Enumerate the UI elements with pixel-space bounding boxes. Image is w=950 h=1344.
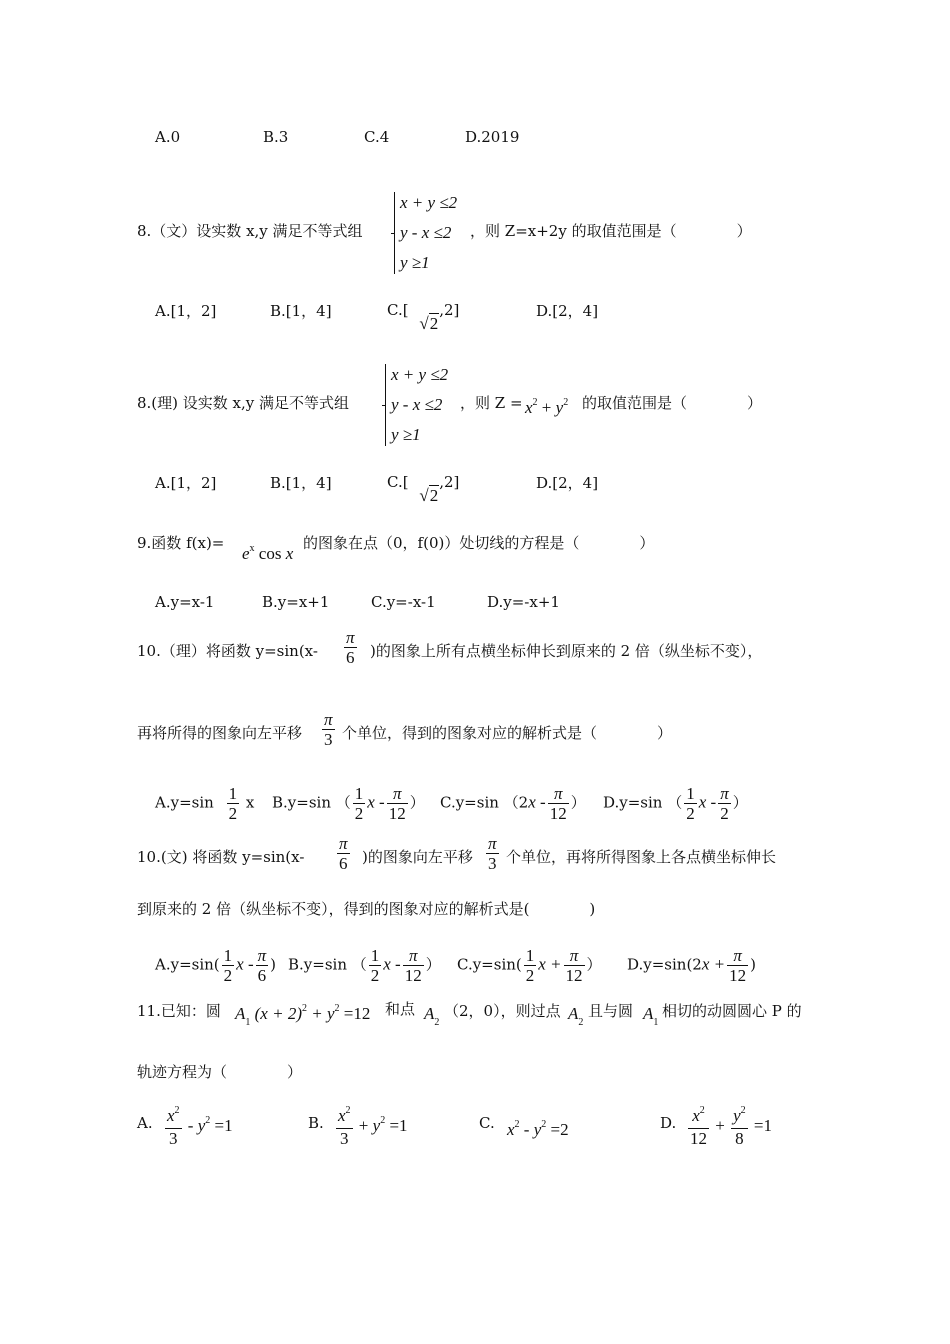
- q10w-prefix: 10.(文) 将函数 y=sin(x-: [137, 848, 305, 866]
- q8l-option-d: D.[2，4]: [536, 474, 599, 492]
- opt-pre: A.y=sin: [155, 793, 214, 812]
- q9-expr: [242, 544, 293, 564]
- opt-pre: C.y=sin （2: [440, 793, 529, 812]
- num: 6: [339, 854, 348, 873]
- q10w-option-d: [627, 946, 756, 985]
- q11-point: （2，0），则过点: [444, 1002, 561, 1020]
- q9-e-exp: x: [249, 543, 255, 554]
- q11-and: 和点: [385, 1000, 416, 1018]
- q10w-frac-pi6: [335, 834, 352, 873]
- q8w-option-b: B.[1，4]: [270, 302, 332, 320]
- q8l-c-rad: 2: [429, 486, 439, 505]
- q8l-expr: [525, 398, 568, 418]
- q7-option-c: C.4: [364, 128, 390, 146]
- sup2: 2: [380, 1114, 386, 1126]
- eq: =2: [546, 1120, 569, 1139]
- num: 6: [346, 648, 355, 667]
- x: x: [338, 1106, 346, 1125]
- q8l-y: y: [555, 398, 564, 417]
- x-minus: x -: [383, 954, 401, 974]
- q8l-option-b: B.[1，4]: [270, 474, 332, 492]
- num: 1: [370, 946, 380, 965]
- num: 1: [686, 784, 695, 803]
- q9-suffix: 的图象在点（0，f(0)）处切线的方程是（ ）: [303, 534, 655, 552]
- A2: A: [568, 1004, 579, 1023]
- opt-label: D.: [660, 1114, 677, 1132]
- opt-pre: D.y=sin(2: [627, 955, 702, 974]
- num: 12: [729, 966, 747, 985]
- q11-option-a: [137, 1105, 233, 1148]
- q8l-option-a: A.[1，2]: [155, 474, 217, 492]
- pi: π: [257, 946, 267, 965]
- q8l-z: ，则 Z =: [460, 394, 523, 412]
- q8w-c-rad: 2: [429, 314, 439, 333]
- q10l-option-a: [155, 784, 254, 823]
- pi: π: [324, 710, 333, 729]
- q9-x: x: [285, 544, 294, 563]
- sub2: 2: [434, 1017, 440, 1028]
- num: 12: [549, 804, 567, 823]
- opt-post: ）: [409, 793, 425, 812]
- sub1: 1: [653, 1017, 659, 1028]
- eq: =1: [210, 1115, 233, 1135]
- q11-prefix: 11.已知：圆: [137, 1002, 221, 1020]
- opt-post: ）: [425, 955, 441, 974]
- x-plus: x +: [701, 954, 726, 974]
- q10l-line2-pre: 再将所得的图象向左平移: [137, 724, 303, 742]
- q8l-option-c: [387, 472, 460, 505]
- q8w-suffix: ，则 Z=x+2y 的取值范围是（ ）: [470, 222, 752, 240]
- pi: π: [403, 946, 424, 966]
- opt-post: x: [245, 793, 255, 812]
- num: 3: [488, 854, 497, 873]
- q11-A1b: [643, 1004, 659, 1028]
- pi: π: [387, 784, 408, 804]
- q8w-system: [400, 188, 457, 278]
- q8w-ineq1: x + y ≤2: [400, 193, 458, 212]
- op: +: [711, 1115, 730, 1135]
- sup2: 2: [699, 1105, 705, 1116]
- num: 3: [169, 1129, 178, 1148]
- q10l-frac-pi6: [342, 628, 359, 667]
- q8l-c-post: ,2]: [439, 473, 460, 491]
- opt-post: ): [750, 955, 756, 974]
- sup2: 2: [205, 1114, 211, 1126]
- opt-pre: C.y=sin(: [457, 955, 522, 974]
- q9-option-d: D.y=-x+1: [487, 593, 560, 611]
- num: 2: [228, 804, 238, 823]
- sup2: 2: [301, 1003, 307, 1014]
- x-minus: x -: [528, 792, 546, 812]
- pi: π: [720, 784, 729, 803]
- q9-prefix: 9.函数 f(x)=: [137, 534, 225, 552]
- sup2: 2: [334, 1003, 340, 1014]
- sub1: 1: [245, 1017, 251, 1028]
- num: 8: [735, 1129, 744, 1148]
- q7-option-d: D.2019: [465, 128, 520, 146]
- q8l-y-exp: 2: [563, 397, 569, 408]
- opt-post: ): [270, 955, 277, 974]
- q9-option-b: B.y=x+1: [262, 593, 330, 611]
- opt-post: ）: [586, 955, 602, 974]
- sub2: 2: [578, 1017, 584, 1028]
- q8l-prefix: 8.(理) 设实数 x,y 满足不等式组: [137, 394, 350, 412]
- q8l-plus: +: [537, 398, 556, 417]
- pi: π: [346, 628, 355, 647]
- q7-option-b: B.3: [263, 128, 289, 146]
- q11-line2: 轨迹方程为（ ）: [137, 1063, 303, 1081]
- y: y: [533, 1120, 542, 1139]
- q11-A2: [424, 1004, 440, 1028]
- op: -: [519, 1120, 534, 1139]
- q8l-suffix: 的取值范围是（ ）: [582, 394, 763, 412]
- q8w-ineq2: y - x ≤2: [400, 223, 452, 242]
- q8w-prefix: 8.（文）设实数 x,y 满足不等式组: [137, 222, 363, 240]
- sqrt-icon: √2: [419, 486, 439, 505]
- q8l-ineq3: y ≥1: [391, 425, 421, 444]
- eq: =1: [749, 1115, 772, 1135]
- q8w-option-c: [387, 300, 460, 333]
- q9-cos: cos: [254, 544, 286, 563]
- q10l-suffix: )的图象上所有点横坐标伸长到原来的 2 倍（纵坐标不变），: [370, 642, 763, 660]
- q10l-option-b: [272, 784, 425, 823]
- y: y: [372, 1115, 381, 1135]
- x-minus: x -: [236, 954, 254, 974]
- q10l-prefix: 10.（理）将函数 y=sin(x-: [137, 642, 318, 660]
- q8l-x: x: [525, 398, 533, 417]
- opt-pre: D.y=sin （: [603, 793, 683, 812]
- pi: π: [488, 834, 497, 853]
- num: 3: [324, 730, 333, 749]
- x-minus: x -: [367, 792, 385, 812]
- q7-option-a: A.0: [155, 128, 181, 146]
- A2: A: [424, 1004, 435, 1023]
- pi: π: [548, 784, 569, 804]
- opt-label: A.: [137, 1114, 153, 1132]
- q10w-option-a: [155, 946, 276, 985]
- num: 1: [354, 784, 364, 803]
- num: 1: [228, 784, 238, 803]
- x: x: [692, 1106, 700, 1125]
- q8l-x-exp: 2: [532, 397, 538, 408]
- q10w-mid: )的图象向左平移: [362, 848, 473, 866]
- num: 2: [370, 966, 380, 985]
- q11-tail: 相切的动圆圆心 P 的: [662, 1002, 802, 1020]
- opt-pre: B.y=sin （: [288, 955, 367, 974]
- A1: A: [235, 1004, 246, 1023]
- q11-option-d: [660, 1105, 772, 1148]
- sup2: 2: [514, 1119, 520, 1130]
- opt-label: B.: [308, 1114, 324, 1132]
- sup2: 2: [345, 1105, 351, 1116]
- sup2: 2: [740, 1105, 746, 1116]
- num: 1: [525, 946, 535, 965]
- q10w-suffix: 个单位，再将所得图象上各点横坐标伸长: [506, 848, 777, 866]
- q8w-option-d: D.[2，4]: [536, 302, 599, 320]
- num: 12: [690, 1129, 707, 1148]
- num: 12: [565, 966, 583, 985]
- opt-post: ）: [570, 793, 586, 812]
- num: 2: [525, 966, 535, 985]
- num: 2: [686, 804, 695, 823]
- eq: =1: [385, 1115, 408, 1135]
- q9-option-c: C.y=-x-1: [371, 593, 436, 611]
- eq-part: + y: [306, 1004, 335, 1023]
- q11-option-c: [479, 1114, 569, 1139]
- q11-circle-eq: [235, 1003, 371, 1028]
- num: 2: [720, 804, 729, 823]
- q10w-frac-pi3: [484, 834, 501, 873]
- pi: π: [339, 834, 348, 853]
- q10l-option-d: [603, 784, 748, 823]
- q9-e: e: [242, 544, 250, 563]
- q8l-ineq1: x + y ≤2: [391, 365, 449, 384]
- opt-pre: B.y=sin （: [272, 793, 351, 812]
- op: -: [183, 1115, 198, 1135]
- sup2: 2: [174, 1105, 180, 1116]
- q10w-option-b: [288, 946, 441, 985]
- q8l-system: [391, 360, 448, 450]
- y: y: [733, 1106, 741, 1125]
- q10l-option-c: [440, 784, 586, 823]
- num: 12: [404, 966, 422, 985]
- opt-post: ）: [732, 793, 748, 812]
- x-minus: x -: [698, 792, 717, 812]
- sup2: 2: [541, 1119, 547, 1130]
- q10w-line2: 到原来的 2 倍（纵坐标不变），得到的图象对应的解析式是( ): [137, 900, 596, 918]
- opt-pre: A.y=sin(: [155, 955, 220, 974]
- q11-A2b: [568, 1004, 584, 1028]
- q8l-c-pre: C.[: [387, 473, 409, 491]
- q10l-line2-post: 个单位，得到的图象对应的解析式是（ ）: [342, 724, 673, 742]
- q11-tangent: 且与圆: [588, 1002, 634, 1020]
- q8w-c-pre: C.[: [387, 301, 409, 319]
- q8w-c-post: ,2]: [439, 301, 460, 319]
- num: 1: [223, 946, 233, 965]
- q10w-option-c: [457, 946, 602, 985]
- q8l-ineq2: y - x ≤2: [391, 395, 443, 414]
- eq-part: (x + 2): [254, 1004, 302, 1023]
- num: 6: [257, 966, 267, 985]
- eq-part: =12: [339, 1004, 371, 1023]
- opt-label: C.: [479, 1114, 495, 1132]
- q11-option-b: [308, 1105, 408, 1148]
- num: 2: [223, 966, 233, 985]
- sqrt-icon: √2: [419, 314, 439, 333]
- x-plus: x +: [538, 954, 562, 974]
- pi: π: [727, 946, 748, 966]
- num: 12: [388, 804, 406, 823]
- pi: π: [564, 946, 585, 966]
- A1: A: [643, 1004, 654, 1023]
- op: +: [354, 1115, 373, 1135]
- y: y: [197, 1115, 206, 1135]
- x: x: [167, 1106, 175, 1125]
- q8w-ineq3: y ≥1: [400, 253, 430, 272]
- num: 3: [340, 1129, 349, 1148]
- q9-option-a: A.y=x-1: [155, 593, 215, 611]
- q8w-option-a: A.[1，2]: [155, 302, 217, 320]
- q10l-frac-pi3: [320, 710, 337, 749]
- x: x: [507, 1120, 515, 1139]
- num: 2: [354, 804, 364, 823]
